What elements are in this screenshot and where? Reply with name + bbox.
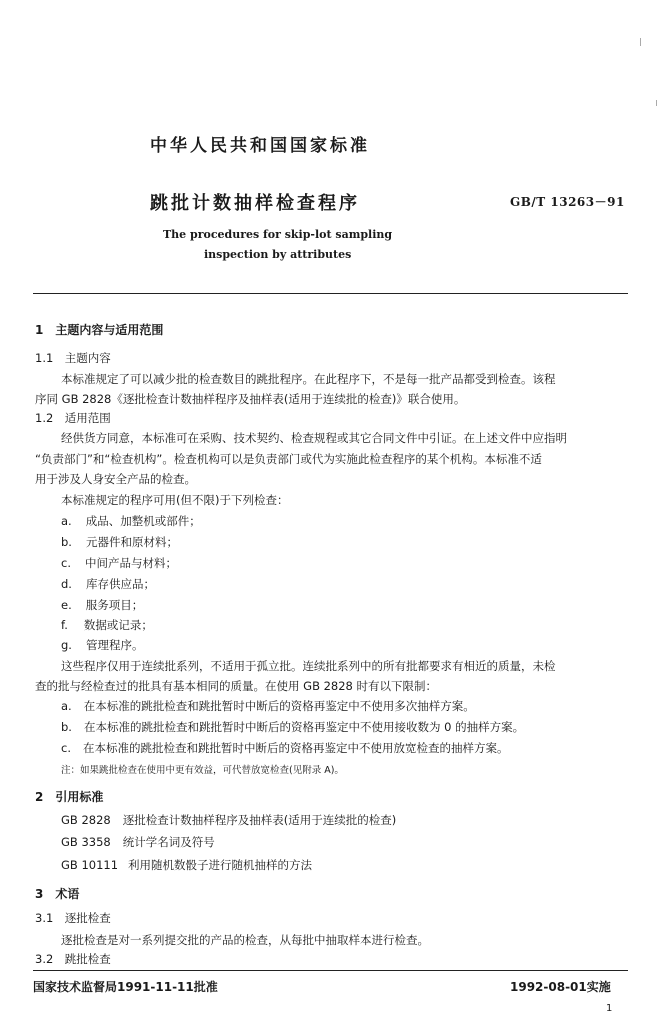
- list-marker: c.: [61, 556, 71, 570]
- reference-item: [61, 812, 396, 828]
- reference-title: 利用随机数骰子进行随机抽样的方法: [128, 858, 313, 872]
- list-item: [61, 637, 143, 653]
- header-divider: [33, 293, 628, 294]
- section-3-2-heading: 3.2 跳批检查: [35, 952, 111, 966]
- reference-item: [61, 857, 312, 873]
- footer-divider: [33, 970, 628, 971]
- list-text: 管理程序。: [85, 638, 144, 652]
- list-text: 元器件和原材料；: [85, 535, 178, 549]
- list-text: 库存供应品；: [85, 577, 155, 591]
- limit-item: [61, 740, 508, 756]
- note: 注：如果跳批检查在使用中更有效益，可代替放宽检查(见附录 A)。: [61, 765, 344, 776]
- section-3-heading: 3 术语: [35, 887, 80, 901]
- list-marker: b.: [61, 535, 72, 549]
- list-marker: d.: [61, 577, 72, 591]
- standard-code: GB/T 13263－91: [510, 195, 625, 209]
- reference-code: GB 10111: [61, 858, 119, 872]
- paragraph-line: 这些程序仅用于连续批系列，不适用于孤立批。连续批系列中的所有批都要求有相近的质量，未检: [61, 659, 556, 673]
- standard-title: 中华人民共和国国家标准: [150, 136, 370, 156]
- paragraph-line: 经供货方同意，本标准可在采购、技术契约、检查规程或其它合同文件中引证。在上述文件中应指明: [61, 431, 567, 445]
- list-item: [61, 617, 153, 633]
- paragraph-line: 查的批与经检查过的批具有基本相同的质量。在使用 GB 2828 时有以下限制：: [35, 679, 438, 693]
- section-1-heading: 1 主题内容与适用范围: [35, 323, 164, 337]
- section-1-2-heading: 1.2 适用范围: [35, 411, 111, 425]
- list-text: 中间产品与材料；: [84, 556, 177, 570]
- list-text: 在本标准的跳批检查和跳批暂时中断后的资格再鉴定中不使用多次抽样方案。: [83, 699, 475, 713]
- section-2-heading: 2 引用标准: [35, 790, 104, 804]
- list-text: 在本标准的跳批检查和跳批暂时中断后的资格再鉴定中不使用接收数为 0 的抽样方案。: [83, 720, 525, 734]
- list-item: [61, 534, 178, 550]
- reference-title: 统计学名词及符号: [122, 835, 215, 849]
- list-marker: c.: [61, 741, 71, 755]
- english-title-line-2: inspection by attributes: [204, 248, 352, 261]
- section-1-1-heading: 1.1 主题内容: [35, 351, 111, 365]
- scan-mark: [640, 38, 641, 46]
- reference-title: 逐批检查计数抽样程序及抽样表(适用于连续批的检查): [122, 813, 397, 827]
- paragraph-line: 用于涉及人身安全产品的检查。: [35, 472, 196, 486]
- list-item: [61, 597, 143, 613]
- list-text: 成品、加整机或部件；: [85, 514, 201, 528]
- limit-item: [61, 698, 475, 714]
- reference-item: [61, 834, 215, 850]
- list-item: [61, 576, 155, 592]
- reference-code: GB 3358: [61, 835, 111, 849]
- paragraph-line: 本标准规定的程序可用(但不限)于下列检查：: [61, 493, 289, 507]
- limit-item: [61, 719, 524, 735]
- list-marker: g.: [61, 638, 72, 652]
- list-marker: e.: [61, 598, 72, 612]
- list-text: 在本标准的跳批检查和跳批暂时中断后的资格再鉴定中不使用放宽检查的抽样方案。: [82, 741, 509, 755]
- section-3-1-heading: 3.1 逐批检查: [35, 911, 111, 925]
- reference-code: GB 2828: [61, 813, 111, 827]
- scan-mark: [656, 100, 657, 106]
- effective-date: 1992-08-01实施: [510, 980, 611, 994]
- paragraph-line: “负责部门”和“检查机构”。检查机构可以是负责部门或代为实施此检查程序的某个机构。本标准不适: [35, 452, 542, 466]
- document-title: 跳批计数抽样检查程序: [150, 193, 360, 214]
- paragraph-line: 本标准规定了可以减少批的检查数目的跳批程序。在此程序下，不是每一批产品都受到检查。该程: [61, 372, 556, 386]
- paragraph-line: 逐批检查是对一系列提交批的产品的检查，从每批中抽取样本进行检查。: [61, 933, 429, 947]
- page-number: 1: [606, 1003, 613, 1014]
- list-marker: a.: [61, 699, 72, 713]
- list-text: 服务项目；: [85, 598, 144, 612]
- english-title-line-1: The procedures for skip-lot sampling: [163, 228, 393, 241]
- list-marker: b.: [61, 720, 72, 734]
- approval-date: 国家技术监督局1991-11-11批准: [33, 980, 218, 994]
- list-item: [61, 513, 201, 529]
- list-marker: a.: [61, 514, 72, 528]
- list-item: [61, 555, 177, 571]
- list-marker: f.: [61, 618, 68, 632]
- list-text: 数据或记录；: [83, 618, 153, 632]
- paragraph-line: 序同 GB 2828《逐批检查计数抽样程序及抽样表(适用于连续批的检查)》联合使用。: [35, 392, 466, 406]
